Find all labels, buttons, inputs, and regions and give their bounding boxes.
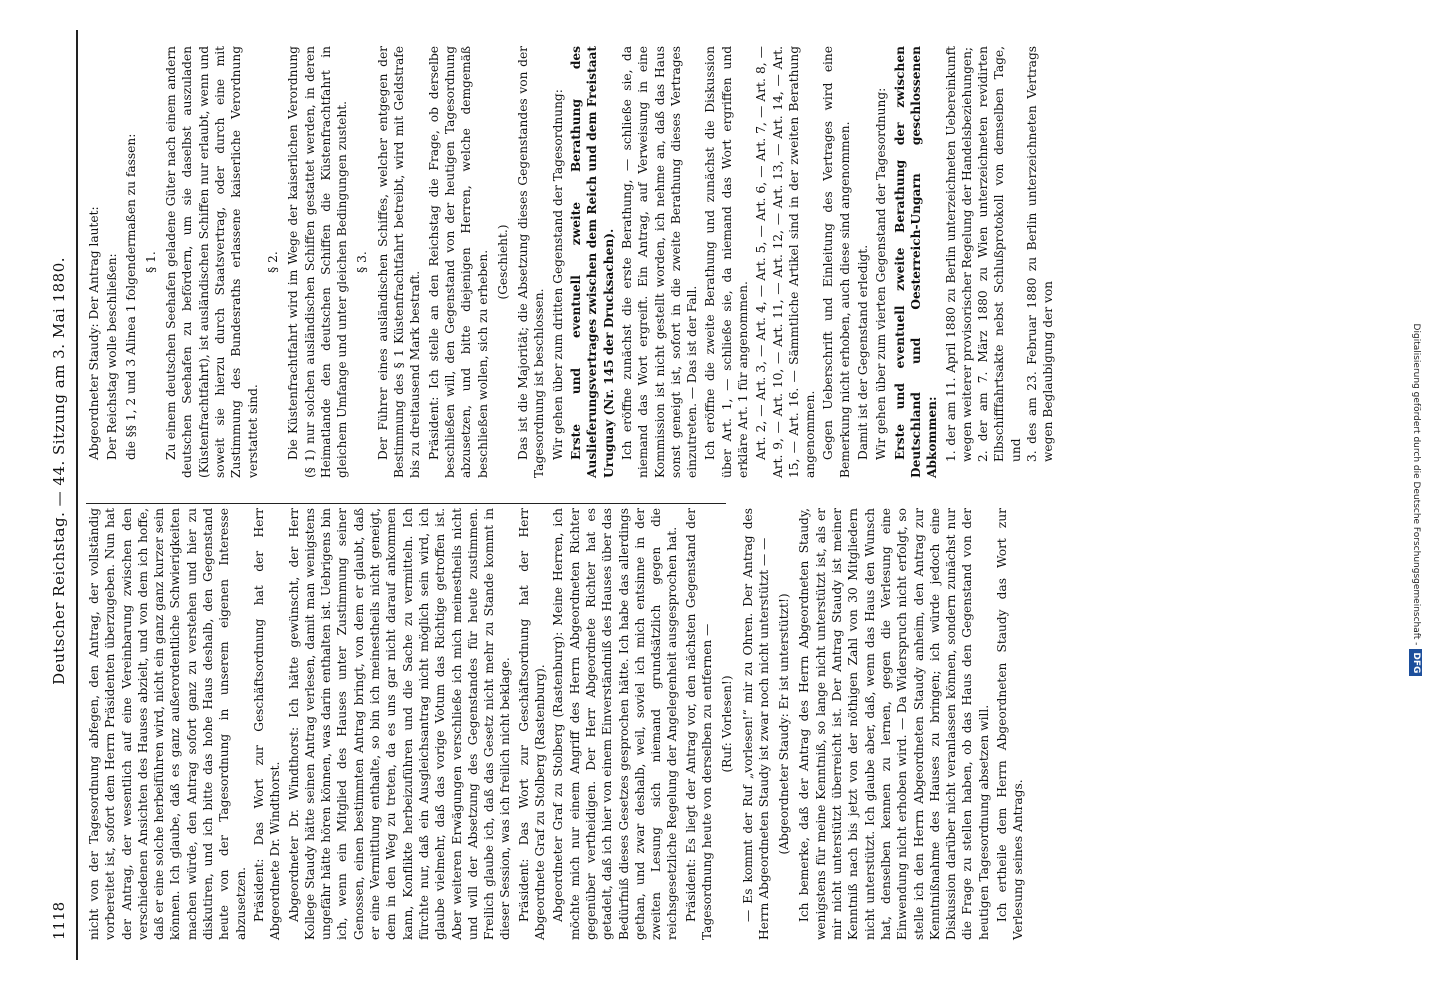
paragraph: Abgeordneter Staudy: Der Antrag lautet: xyxy=(87,206,101,460)
paragraph: — Es kommt der Ruf „vorlesen!“ mir zu Ohren. Der Antrag des Herrn Abgeordneten Staudy ist zwar noch nicht unterstützt — — xyxy=(740,508,771,940)
paragraph: Präsident: Das Wort zur Geschäftsordnung hat der Herr Abgeordnete Dr. Windthorst. xyxy=(251,508,283,940)
paragraph: Art. 2, — Art. 3, — Art. 4, — Art. 5, — Art. 6, — Art. 7, — Art. 8, — Art. 9, — Art. 10, — Art. 11, — Art. 12, — Art. 13, — Art. 14, — Art. 15, — Art. 16. — Sämmtliche Artikel sind in der zweiten Berathung angenommen. xyxy=(754,46,818,478)
agenda-item: Erste und eventuell zweite Berathung des Auslieferungsvertrages zwischen dem Reich und dem Freistaat Uruguay (Nr. 145 der Drucksachen). xyxy=(569,46,616,478)
left-column xyxy=(86,508,1029,940)
paragraph: Gegen Ueberschrift und Einleitung des Vertrages wird eine Bemerkung nicht erhoben, auch diese sind angenommen. xyxy=(821,46,852,478)
paragraph: Zu einem deutschen Seehafen geladene Güter nach einem andern deutschen Seehafen zu befördern, um sie daselbst auszuladen (Küstenfrachtfahrt), ist ausländischen Schiffen nur erlaubt, wenn und soweit sie hierzu durch Staatsvertrag, oder durch eine mit Zustimmung des Bundesraths erlassene kaiserliche Verordnung verstattet sind. xyxy=(164,46,260,478)
paragraph: Ich eröffne zunächst die erste Berathung, — schließe sie, da niemand das Wort ergreift. Ein Antrag, auf Verweisung in eine Kommission ist nicht gestellt worden, ich nehme an, daß das Haus sonst geneigt ist, sofort in die zweite Berathung dieses Vertrages einzutreten. — Das ist der Fall. xyxy=(619,46,700,478)
digitization-text: Digitalisierung gefördert durch die Deutsche Forschungsgemeinschaft - xyxy=(1411,323,1421,646)
section-heading: § 3. xyxy=(355,251,370,273)
paragraph: Wir gehen über zum vierten Gegenstand der Tagesordnung: xyxy=(874,87,889,460)
interjection: (Ruf: Vorlesen!) xyxy=(720,675,735,773)
digitization-credit xyxy=(1404,0,1428,1000)
paragraph: Präsident: Das Wort zur Geschäftsordnung hat der Herr Abgeordnete Graf zu Stolberg (Rastenburg). xyxy=(516,508,548,940)
paragraph: Die Küstenfrachtfahrt wird im Wege der kaiserlichen Verordnung (§ 1) nur solchen ausländischen Schiffen gestattet werden, in deren Heimatlande den deutschen Schiffen die Küstenfrachtfahrt in gleichem Umfange und unter gleichen Bedingungen zusteht. xyxy=(286,46,350,478)
paragraph: Präsident: Es liegt der Antrag vor, den nächsten Gegenstand der Tagesordnung heute von derselben zu entfernen — xyxy=(683,508,714,940)
paragraph: Ich bemerke, daß der Antrag des Herrn Abgeordneten Staudy, wenigstens für meine Kenntniß, so lange nicht unterstützt ist, als er mir nicht unterstützt überreicht ist. Der Antrag Staudy ist meiner Kenntniß nach bis jetzt von der nöthigen Zahl von 30 Mitgliedern nicht unterstützt. Ich glaube aber, daß, wenn das Haus den Wunsch hat, denselben kennen zu lernen, gegen die Verlesung eine Einwendung nicht erhoben wird. — Da Widerspruch nicht erfolgt, so stelle ich den Herrn Abgeordneten Staudy anheim, den Antrag zur Kenntnißnahme des Hauses zu bringen; ich würde jedoch eine Diskussion darüber nicht veranlassen können, sondern zunächst nur die Frage zu stellen haben, ob das Haus den Gegenstand von der heutigen Tagesordnung absetzen will. xyxy=(797,508,991,940)
agreement-list xyxy=(943,46,1057,478)
paragraph: Abgeordneter Dr. Windthorst: Ich hätte gewünscht, der Herr Kollege Staudy hätte seinen Antrag verlesen, damit man wenigstens ungefähr hätte hören können, was darin enthalten ist. Uebrigens bin ich, wenn ein Mitglied des Hauses unter Zustimmung seiner Genossen, einen bestimmten Antrag bringt, von dem er glaubt, daß er eine Vermittlung enthalte, so bin ich meinestheils nicht geneigt, dem in den Weg zu treten, da es uns gar nicht darauf ankommen kann, Konflikte herbeizuführen und die Sache zu vermitteln. Ich fürchte nur, daß ein Ausgleichsantrag nicht möglich sein wird, ich glaube vielmehr, daß das vorige Votum das Richtige getroffen ist. Aber weiteren Erwägungen verschließe ich mich meinestheils nicht und will der Absetzung des Gegenstandes für heute zustimmen. Freilich glaube ich, daß das Gesetz nicht mehr zu Stande kommt in dieser Session, was ich freilich nicht beklage. xyxy=(286,508,513,940)
list-item: 2. der am 7. März 1880 zu Wien unterzeichneten revidirten Elbschifffahrtsakte nebst Schlußprotokoll von demselben Tage, und xyxy=(976,46,1023,462)
paragraph: Das ist die Majorität; die Absetzung dieses Gegenstandes von der Tagesordnung ist beschlossen. xyxy=(516,46,547,478)
paragraph: Damit ist der Gegenstand erledigt. xyxy=(856,244,871,460)
page-number: 1118 xyxy=(50,901,68,940)
paragraph: Ich ertheile dem Herrn Abgeordneten Staudy das Wort zur Verlesung seines Antrags. xyxy=(995,508,1026,940)
paragraph: Präsident: Ich stelle an den Reichstag die Frage, ob derselbe beschließen will, den Gegenstand von der heutigen Tagesordnung abzusetzen, und bitte diejenigen Herren, welche demgemäß beschließen wollen, sich zu erheben. xyxy=(426,46,490,478)
right-column xyxy=(86,46,1057,478)
paragraph: die §§ 1, 2 und 3 Alinea 1 folgendermaßen zu fassen: xyxy=(123,133,138,460)
paragraph: Wir gehen über zum dritten Gegenstand der Tagesordnung: xyxy=(550,89,565,460)
interjection: (Geschieht.) xyxy=(495,224,510,300)
column-divider xyxy=(86,503,726,504)
paragraph: Der Führer eines ausländischen Schiffes, welcher entgegen der Bestimmung des § 1 Küstenfrachtfahrt betreibt, wird mit Geldstrafe bis zu dreitausend Mark bestraft. xyxy=(375,46,423,478)
paragraph: Ich eröffne die zweite Berathung und zunächst die Diskussion über Art. 1, — schließe sie, da niemand das Wort ergriffen und erkläre Art. 1 für angenommen. xyxy=(703,46,750,478)
digitization-strip xyxy=(1406,0,1430,1000)
paragraph: nicht von der Tagesordnung abfegen, den Antrag, der vollständig vorbereitet ist, sofort dem Herrn Präsidenten überzugeben. Nun hat der Antrag, der wesentlich auf eine Vereinbarung zwischen den verschiedenen Ansichten des Hauses abzielt, und von dem ich hoffe, daß er eine solche herbeiführen wird, nicht ein ganz ganz kurzer sein können. Ich glaube, daß es ganz außerordentliche Schwierigkeiten machen würde, den Antrag sofort ganz zu verstehen und hier zu diskutiren, und ich bitte das hohe Haus deshalb, den Gegenstand heute von der Tagesordnung in unserem eigenen Interesse abzusetzen. xyxy=(87,508,248,940)
paragraph: Abgeordneter Graf zu Stolberg (Rastenburg): Meine Herren, ich möchte mich nur einem Angriff des Herrn Abgeordneten Richter gegenüber vertheidigen. Der Herr Abgeordnete Richter hat es getadelt, daß ich hier von einem Einverständniß des Hauses über das Bedürfniß dieses Gesetzes gesprochen hätte. Ich habe das allerdings gethan, und zwar deshalb, weil, soviel ich mich entsinne in der zweiten Lesung sich niemand grundsätzlich gegen die reichsgesetzliche Regelung der Angelegenheit ausgesprochen hat. xyxy=(551,508,680,940)
paragraph: Der Reichstag wolle beschließen: xyxy=(105,253,120,460)
section-heading: § 1. xyxy=(143,251,158,273)
list-item: 3. des am 23. Februar 1880 zu Berlin unterzeichneten Vertrags wegen Beglaubigung der von xyxy=(1025,46,1056,462)
page-title: Deutscher Reichstag. — 44. Sitzung am 3. Mai 1880. xyxy=(50,256,68,685)
header-rule xyxy=(76,30,78,960)
dfg-logo: DFG xyxy=(1409,649,1422,676)
agenda-item: Erste und eventuell zweite Berathung der zwischen Deutschland und Oesterreich-Ungarn geschlossenen Abkommen: xyxy=(892,46,940,478)
list-item: 1. der am 11. April 1880 zu Berlin unterzeichneten Uebereinkunft wegen weiterer provisorischer Regelung der Handelsbeziehungen; xyxy=(943,46,974,462)
interjection: (Abgeordneter Staudy: Er ist unterstützt!) xyxy=(777,593,792,855)
section-heading: § 2. xyxy=(265,251,280,273)
page-header xyxy=(42,40,68,940)
